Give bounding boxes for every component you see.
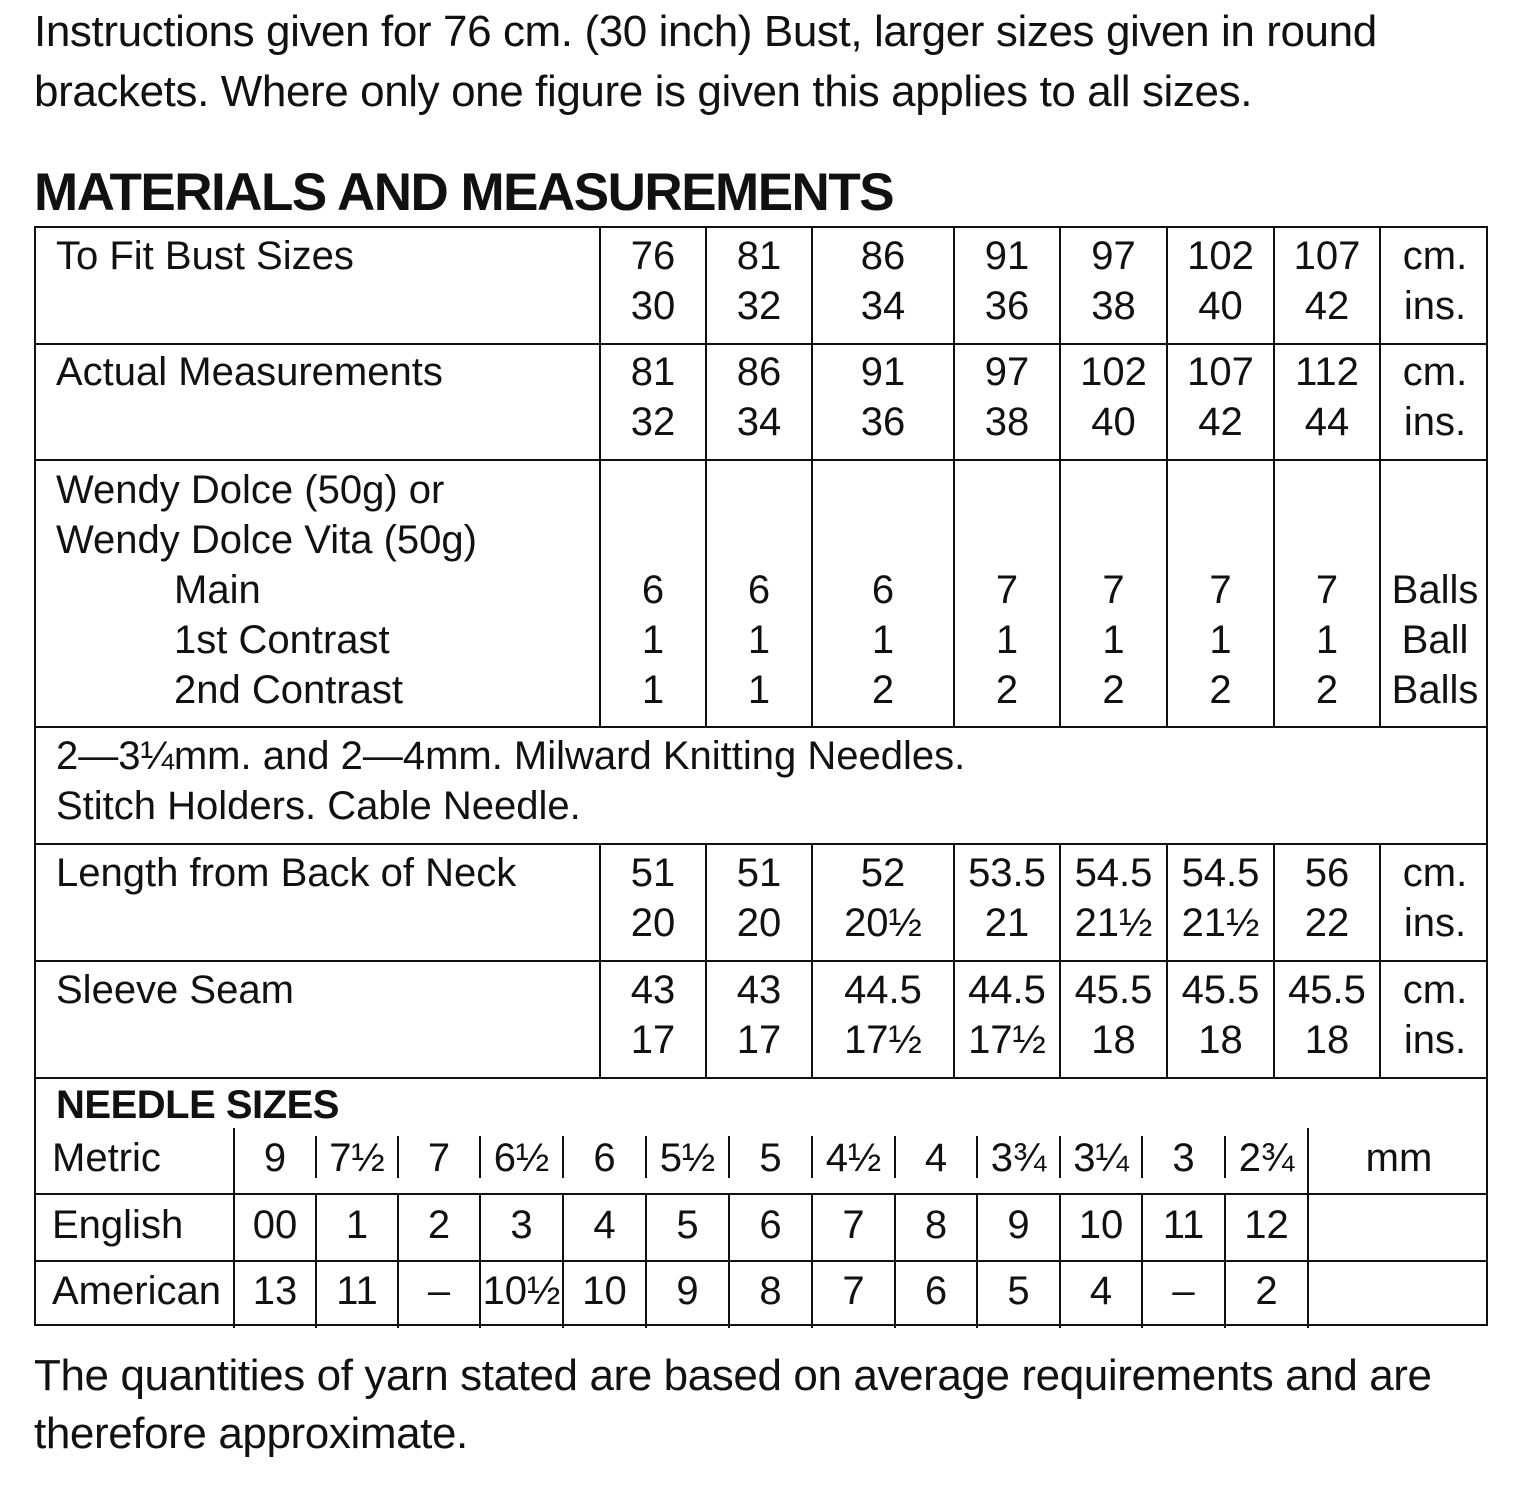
materials-table xyxy=(34,226,1488,1326)
actual-value: 112 xyxy=(1295,350,1359,394)
sleeve-value: 45.5 xyxy=(1288,968,1366,1012)
length-value: 52 xyxy=(860,851,906,895)
bust-value: 30 xyxy=(630,284,676,328)
american-value: 10 xyxy=(582,1269,627,1313)
length-unit: cm. xyxy=(1402,851,1468,895)
sleeve-value: 43 xyxy=(630,968,676,1012)
yarn-value: 7 xyxy=(1315,568,1339,612)
length-value: 20½ xyxy=(844,901,922,945)
metric-value: 5 xyxy=(759,1136,782,1180)
actual-value: 102 xyxy=(1080,350,1147,394)
row-divider xyxy=(36,960,1486,962)
american-value: 8 xyxy=(759,1269,782,1313)
bust-value: 91 xyxy=(984,234,1030,278)
bust-value: 86 xyxy=(860,234,906,278)
american-value: 13 xyxy=(252,1269,298,1313)
bust-value: 38 xyxy=(1091,284,1136,328)
yarn-value: 7 xyxy=(1209,568,1232,612)
american-value: 11 xyxy=(336,1269,378,1313)
actual-value: 38 xyxy=(984,400,1030,444)
bust-unit: ins. xyxy=(1403,284,1467,328)
metric-value: 4½ xyxy=(825,1136,882,1180)
english-value: 7 xyxy=(842,1203,865,1247)
yarn-value: 1 xyxy=(641,668,665,712)
length-value: 53.5 xyxy=(968,851,1046,895)
metric-value: 6 xyxy=(593,1136,616,1180)
actual-value: 86 xyxy=(736,350,782,394)
yarn-value: 1 xyxy=(1102,618,1125,662)
section-heading: MATERIALS AND MEASUREMENTS xyxy=(34,163,894,222)
yarn-value: 2 xyxy=(1315,668,1339,712)
yarn-value: 6 xyxy=(871,568,895,612)
bust-label: To Fit Bust Sizes xyxy=(56,234,354,278)
actual-value: 81 xyxy=(630,350,676,394)
actual-label: Actual Measurements xyxy=(56,350,443,394)
metric-value: 3 xyxy=(1172,1136,1195,1180)
actual-value: 42 xyxy=(1198,400,1243,444)
row-divider xyxy=(36,1193,1486,1195)
metric-label: Metric xyxy=(52,1136,161,1180)
american-value: 5 xyxy=(1007,1269,1030,1313)
sleeve-value: 44.5 xyxy=(844,968,922,1012)
metric-value: 7 xyxy=(427,1136,451,1180)
yarn-unit: Balls xyxy=(1391,668,1479,712)
english-value: 5 xyxy=(676,1203,699,1247)
yarn-value: 7 xyxy=(995,568,1019,612)
length-value: 51 xyxy=(630,851,676,895)
main-label: Main xyxy=(174,568,261,612)
yarn-value: 2 xyxy=(1209,668,1232,712)
length-unit: ins. xyxy=(1403,901,1467,945)
length-value: 21½ xyxy=(1181,901,1260,945)
metric-unit: mm xyxy=(1365,1136,1433,1180)
row-divider xyxy=(36,726,1486,728)
metric-value: 2¾ xyxy=(1238,1136,1295,1180)
row-divider xyxy=(36,843,1486,845)
row-divider xyxy=(36,459,1486,461)
metric-value: 4 xyxy=(924,1136,948,1180)
actual-value: 32 xyxy=(630,400,676,444)
yarn-value: 1 xyxy=(1315,618,1339,662)
yarn-label-2: Wendy Dolce Vita (50g) xyxy=(56,518,477,562)
bust-value: 42 xyxy=(1304,284,1350,328)
outro-text: The quantities of yarn stated are based on average requirements and are therefore approximate. xyxy=(34,1351,1432,1458)
english-value: 2 xyxy=(427,1203,451,1247)
length-value: 20 xyxy=(736,901,782,945)
row-divider xyxy=(36,1077,1486,1079)
english-label: English xyxy=(52,1203,184,1247)
length-value: 21½ xyxy=(1074,901,1153,945)
sleeve-value: 45.5 xyxy=(1074,968,1153,1012)
english-value: 9 xyxy=(1007,1203,1030,1247)
sleeve-unit: ins. xyxy=(1403,1018,1467,1062)
yarn-value: 1 xyxy=(871,618,895,662)
yarn-value: 2 xyxy=(1102,668,1125,712)
bust-value: 34 xyxy=(860,284,906,328)
american-value: 9 xyxy=(676,1269,699,1313)
yarn-unit: Ball xyxy=(1401,618,1469,662)
english-value: 3 xyxy=(510,1203,533,1247)
american-label: American xyxy=(52,1269,221,1313)
bust-unit: cm. xyxy=(1402,234,1468,278)
row-divider xyxy=(36,1260,1486,1262)
actual-value: 36 xyxy=(860,400,906,444)
sleeve-value: 18 xyxy=(1304,1018,1350,1062)
actual-value: 40 xyxy=(1091,400,1136,444)
yarn-label-1: Wendy Dolce (50g) or xyxy=(56,468,445,512)
length-value: 21 xyxy=(984,901,1030,945)
english-value: 1 xyxy=(345,1203,369,1247)
american-value: 7 xyxy=(842,1269,865,1313)
yarn-value: 7 xyxy=(1102,568,1125,612)
yarn-value: 1 xyxy=(747,668,771,712)
american-value: 6 xyxy=(924,1269,948,1313)
american-value: – xyxy=(427,1269,451,1313)
sleeve-unit: cm. xyxy=(1402,968,1468,1012)
metric-value: 9 xyxy=(263,1136,287,1180)
yarn-unit: Balls xyxy=(1391,568,1479,612)
english-value: 00 xyxy=(252,1203,298,1247)
row-divider xyxy=(36,343,1486,345)
yarn-value: 6 xyxy=(641,568,665,612)
metric-value: 3¾ xyxy=(990,1136,1047,1180)
length-value: 20 xyxy=(630,901,676,945)
length-label: Length from Back of Neck xyxy=(56,851,517,895)
actual-value: 97 xyxy=(984,350,1030,394)
needles-text-2: Stitch Holders. Cable Needle. xyxy=(56,784,581,828)
bust-value: 97 xyxy=(1091,234,1136,278)
yarn-value: 1 xyxy=(1209,618,1232,662)
bust-value: 81 xyxy=(736,234,782,278)
american-value: 10½ xyxy=(482,1269,561,1313)
sleeve-value: 18 xyxy=(1091,1018,1136,1062)
sleeve-value: 44.5 xyxy=(968,968,1046,1012)
english-value: 12 xyxy=(1244,1203,1289,1247)
metric-value: 6½ xyxy=(493,1136,550,1180)
actual-unit: ins. xyxy=(1403,400,1467,444)
yarn-value: 1 xyxy=(747,618,771,662)
contrast2-label: 2nd Contrast xyxy=(174,668,404,712)
intro-text: Instructions given for 76 cm. (30 inch) Bust, larger sizes given in round brackets. Where only one figure is given this applies to all sizes. xyxy=(34,7,1377,116)
length-value: 54.5 xyxy=(1181,851,1260,895)
english-value: 6 xyxy=(759,1203,782,1247)
sleeve-value: 17 xyxy=(630,1018,676,1062)
length-value: 54.5 xyxy=(1074,851,1153,895)
actual-value: 34 xyxy=(736,400,782,444)
actual-unit: cm. xyxy=(1402,350,1468,394)
length-value: 51 xyxy=(736,851,782,895)
sleeve-value: 43 xyxy=(736,968,782,1012)
sleeve-value: 17½ xyxy=(844,1018,922,1062)
needle-sizes-title: NEEDLE SIZES xyxy=(56,1083,339,1127)
english-value: 4 xyxy=(593,1203,616,1247)
bust-value: 32 xyxy=(736,284,782,328)
actual-value: 91 xyxy=(860,350,906,394)
bust-value: 76 xyxy=(630,234,676,278)
american-value: 2 xyxy=(1255,1269,1278,1313)
american-value: – xyxy=(1172,1269,1195,1313)
yarn-value: 2 xyxy=(995,668,1019,712)
english-value: 11 xyxy=(1162,1203,1205,1247)
bust-value: 107 xyxy=(1293,234,1361,278)
bust-value: 102 xyxy=(1187,234,1254,278)
sleeve-value: 18 xyxy=(1198,1018,1243,1062)
yarn-value: 1 xyxy=(641,618,665,662)
english-value: 8 xyxy=(924,1203,948,1247)
length-value: 22 xyxy=(1304,901,1350,945)
sleeve-value: 17½ xyxy=(968,1018,1046,1062)
metric-value: 7½ xyxy=(329,1136,385,1180)
sleeve-value: 45.5 xyxy=(1181,968,1260,1012)
sleeve-label: Sleeve Seam xyxy=(56,968,294,1012)
contrast1-label: 1st Contrast xyxy=(174,618,390,662)
english-value: 10 xyxy=(1078,1203,1124,1247)
metric-value: 5½ xyxy=(659,1136,716,1180)
bust-value: 40 xyxy=(1198,284,1243,328)
metric-value: 3¼ xyxy=(1073,1136,1129,1180)
american-value: 4 xyxy=(1089,1269,1113,1313)
bust-value: 36 xyxy=(984,284,1030,328)
sleeve-value: 17 xyxy=(736,1018,782,1062)
yarn-value: 1 xyxy=(995,618,1019,662)
yarn-value: 2 xyxy=(871,668,895,712)
actual-value: 44 xyxy=(1304,400,1350,444)
actual-value: 107 xyxy=(1187,350,1254,394)
needles-text-1: 2—3¼mm. and 2—4mm. Milward Knitting Needles. xyxy=(56,734,966,778)
length-value: 56 xyxy=(1304,851,1350,895)
yarn-value: 6 xyxy=(747,568,771,612)
